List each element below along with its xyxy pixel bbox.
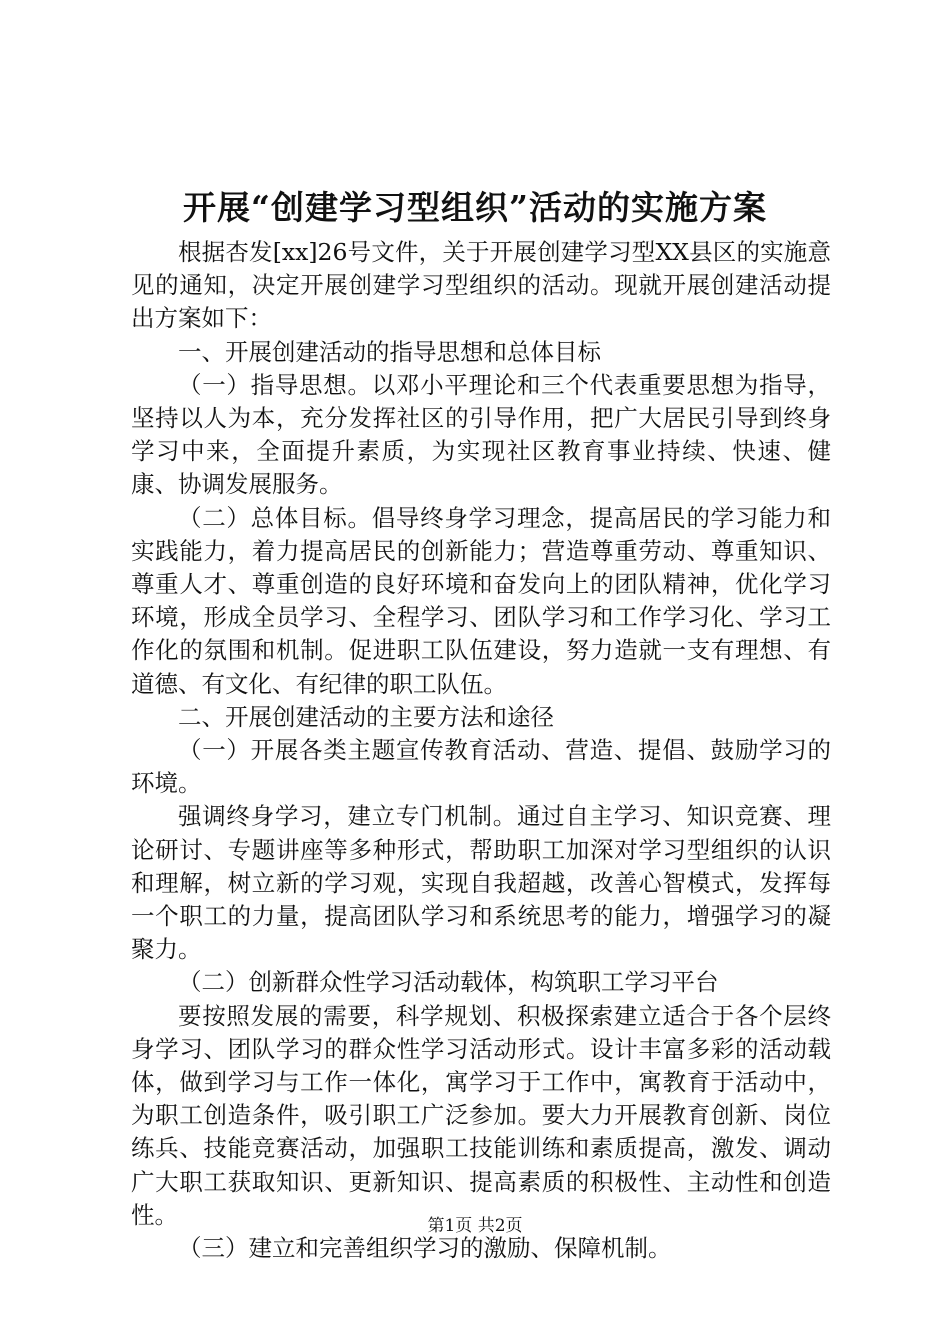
paragraph: （二）总体目标。倡导终身学习理念，提高居民的学习能力和实践能力，着力提高居民的创新能力；营造尊重劳动、尊重知识、尊重人才、尊重创造的良好环境和奋发向上的团队精神，优化学习环境，形成全员学习、全程学习、团队学习和工作学习化、学习工作化的氛围和机制。促进职工队伍建设，努力造就一支有理想、有道德、有文化、有纪律的职工队伍。 <box>131 503 831 698</box>
document-body <box>131 236 831 1265</box>
document-title: 开展“创建学习型组织”活动的实施方案 <box>183 188 767 227</box>
page-number-footer: 第1页 共2页 <box>427 1216 523 1236</box>
paragraph: 根据杏发[xx]26号文件，关于开展创建学习型XX县区的实施意见的通知，决定开展创建学习型组织的活动。现就开展创建活动提出方案如下： <box>131 238 831 333</box>
section-heading: 二、开展创建活动的主要方法和途径 <box>178 702 554 731</box>
paragraph: （二）创新群众性学习活动载体，构筑职工学习平台 <box>178 968 719 997</box>
paragraph: 要按照发展的需要，科学规划、积极探索建立适合于各个层终身学习、团队学习的群众性学习活动形式。设计丰富多彩的活动载体，做到学习与工作一体化，寓学习于工作中，寓教育于活动中，为职工创造条件，吸引职工广泛参加。要大力开展教育创新、岗位练兵、技能竞赛活动，加强职工技能训练和素质提高，激发、调动广大职工获取知识、更新知识、提高素质的积极性、主动性和创造性。 <box>131 1001 831 1229</box>
section-heading: 一、开展创建活动的指导思想和总体目标 <box>178 337 601 366</box>
paragraph: （一）指导思想。以邓小平理论和三个代表重要思想为指导，坚持以人为本，充分发挥社区的引导作用，把广大居民引导到终身学习中来，全面提升素质，为实现社区教育事业持续、快速、健康、协调发展服务。 <box>131 370 831 499</box>
paragraph: （三）建立和完善组织学习的激励、保障机制。 <box>178 1234 672 1263</box>
paragraph: （一）开展各类主题宣传教育活动、营造、提倡、鼓励学习的环境。 <box>131 736 831 798</box>
paragraph: 强调终身学习，建立专门机制。通过自主学习、知识竞赛、理论研讨、专题讲座等多种形式，帮助职工加深对学习型组织的认识和理解，树立新的学习观，实现自我超越，改善心智模式，发挥每一个职工的力量，提高团队学习和系统思考的能力，增强学习的凝聚力。 <box>131 802 831 964</box>
